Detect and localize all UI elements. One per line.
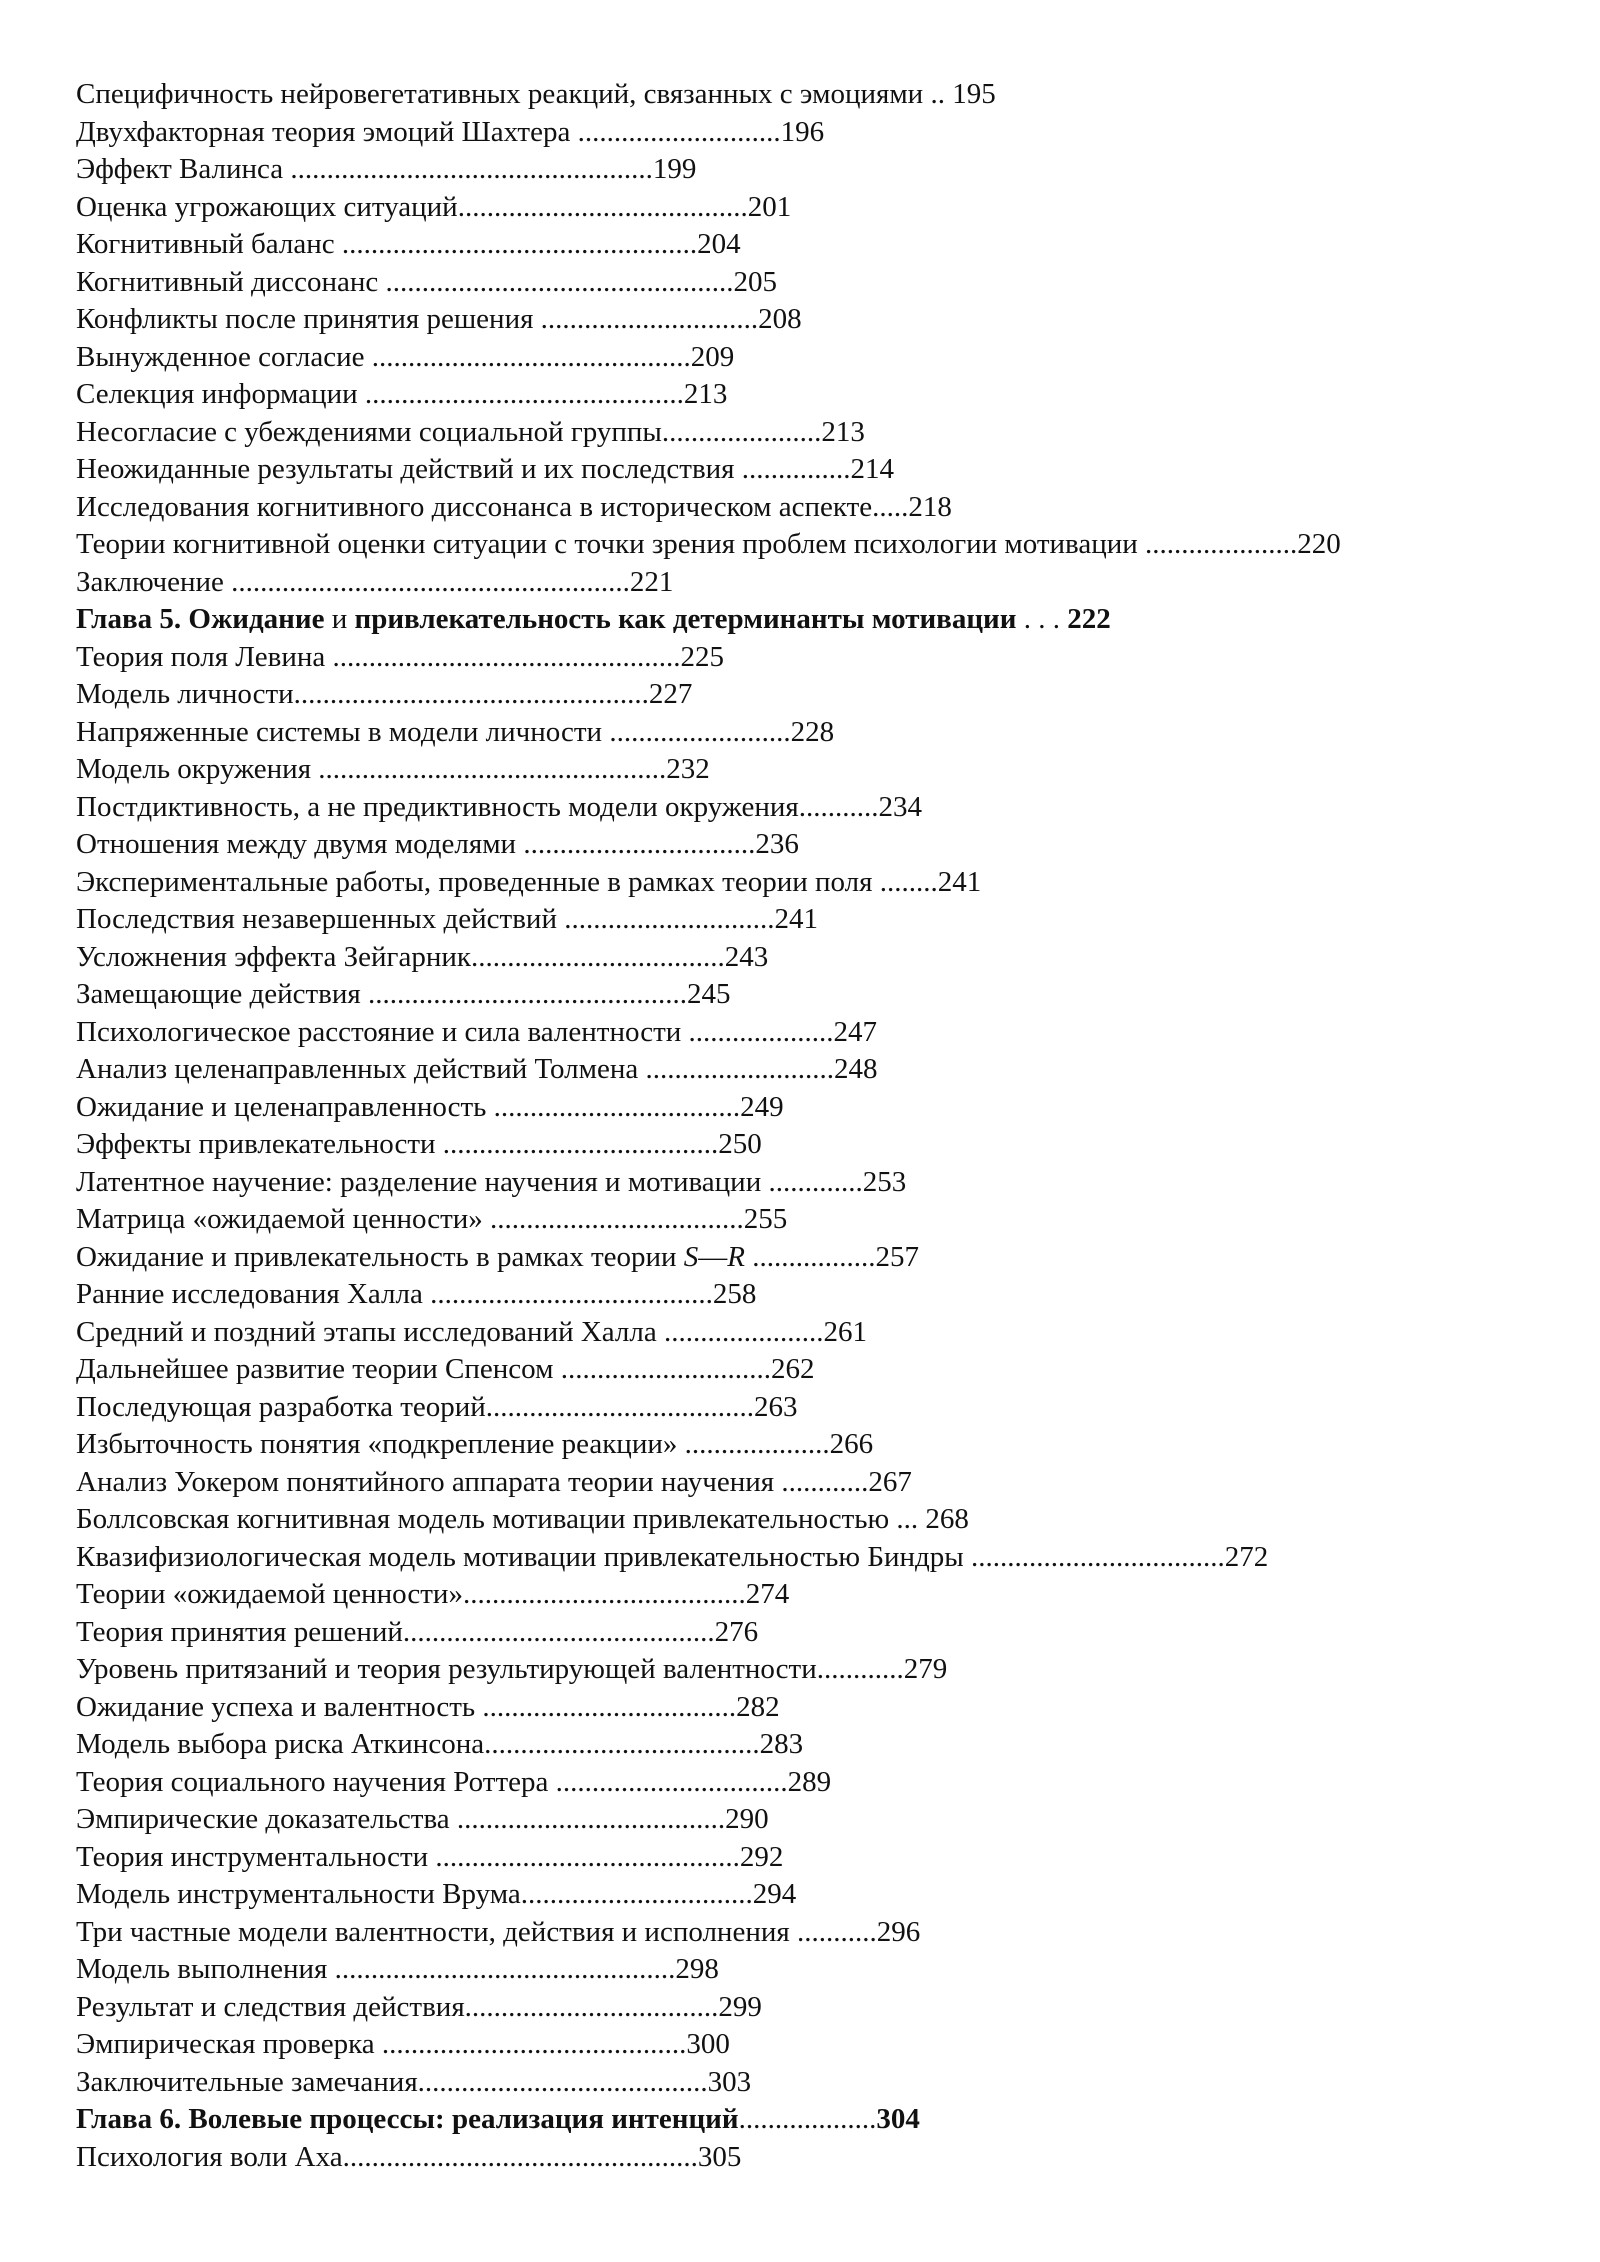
toc-entry: Специфичность нейровегетативных реакций, связанных с эмоциями .. 195 <box>76 78 996 110</box>
toc-entry: Напряженные системы в модели личности .........................228 <box>76 715 835 748</box>
toc-entry: Боллсовская когнитивная модель мотивации привлекательностью ... 268 <box>76 1503 969 1535</box>
toc-entry: Модель инструментальности Врума................................294 <box>76 1878 797 1910</box>
toc-entry: Три частные модели валентности, действия и исполнения ...........296 <box>76 1915 921 1948</box>
toc-entry: Постдиктивность, а не предиктивность модели окружения...........234 <box>76 790 922 823</box>
toc-entry-text: Ожидание и привлекательность в рамках теории <box>76 1240 684 1273</box>
toc-entry: Когнитивный диссонанс ................................................205 <box>76 265 778 298</box>
toc-entry: Эффекты привлекательности ......................................250 <box>76 1128 762 1160</box>
chapter-heading <box>76 2101 1556 2139</box>
toc-entry: Заключительные замечания........................................303 <box>76 2065 752 2098</box>
toc-entry: Усложнения эффекта Зейгарник...................................243 <box>76 940 769 973</box>
toc-entry: Модель выбора риска Аткинсона......................................283 <box>76 1728 804 1760</box>
formula-r: R <box>727 1240 746 1273</box>
toc-entry: Средний и поздний этапы исследований Халла ......................261 <box>76 1315 868 1348</box>
toc-entry: Селекция информации ............................................213 <box>76 378 728 410</box>
toc-entry: Дальнейшее развитие теории Спенсом .............................262 <box>76 1353 815 1385</box>
toc-entry: Исследования когнитивного диссонанса в историческом аспекте.....218 <box>76 490 952 523</box>
toc-entry: Последствия незавершенных действий .............................241 <box>76 903 818 935</box>
chapter-title-part: Глава 6. Волевые процессы: реализация интенций <box>76 2103 739 2135</box>
toc-entry: Когнитивный баланс .................................................204 <box>76 228 741 260</box>
toc-entry: Эмпирические доказательства .....................................290 <box>76 1803 769 1835</box>
toc-entry: Последующая разработка теорий.....................................263 <box>76 1390 798 1423</box>
chapter-title-joiner: и <box>324 603 355 635</box>
toc-leader: . . . <box>1016 603 1068 635</box>
toc-entry: Анализ целенаправленных действий Толмена ..........................248 <box>76 1053 878 1085</box>
toc-entry: Вынужденное согласие ............................................209 <box>76 340 735 373</box>
chapter-heading <box>76 601 1556 639</box>
page-number: 222 <box>1067 603 1111 635</box>
toc-entry: Психологическое расстояние и сила валентности ....................247 <box>76 1015 878 1048</box>
toc-entry: Анализ Уокером понятийного аппарата теории научения ............267 <box>76 1465 912 1498</box>
toc-entry: Результат и следствия действия...................................299 <box>76 1990 762 2023</box>
toc-entry: Эмпирическая проверка ..........................................300 <box>76 2028 730 2060</box>
toc-entry: Заключение .......................................................221 <box>76 565 674 598</box>
toc-entry: Модель личности.................................................227 <box>76 678 693 710</box>
toc-entry: Психология воли Аха.................................................305 <box>76 2140 742 2173</box>
toc-entry: Уровень притязаний и теория результирующей валентности............279 <box>76 1653 948 1685</box>
toc-entry: Теория поля Левина ................................................225 <box>76 640 724 673</box>
toc-entry: Отношения между двумя моделями ................................236 <box>76 828 799 860</box>
toc-entry: Избыточность понятия «подкрепление реакции» ....................266 <box>76 1428 874 1460</box>
toc-entry: Матрица «ожидаемой ценности» ...................................255 <box>76 1203 788 1235</box>
toc-entry: Квазифизиологическая модель мотивации привлекательностью Биндры ...................................272 <box>76 1540 1269 1573</box>
chapter-title-part: привлекательность как детерминанты мотивации <box>354 603 1017 635</box>
toc-entry: Латентное научение: разделение научения и мотивации .............253 <box>76 1165 907 1198</box>
toc-entry: Экспериментальные работы, проведенные в рамках теории поля ........241 <box>76 865 982 898</box>
toc-entry: Теория принятия решений...........................................276 <box>76 1615 759 1648</box>
table-of-contents <box>76 76 1556 2176</box>
toc-entry: Модель выполнения ...............................................298 <box>76 1953 719 1985</box>
formula-s: S <box>683 1240 699 1273</box>
toc-entry: Оценка угрожающих ситуаций........................................201 <box>76 190 792 223</box>
toc-entry: Теории «ожидаемой ценности».......................................274 <box>76 1578 790 1610</box>
toc-entry: Ожидание и целенаправленность ..................................249 <box>76 1090 784 1123</box>
toc-entry: Замещающие действия ............................................245 <box>76 978 731 1010</box>
chapter-title-part: Глава 5. Ожидание <box>76 603 325 635</box>
toc-entry: Несогласие с убеждениями социальной группы......................213 <box>76 415 865 448</box>
toc-entry: Теория социального научения Роттера ................................289 <box>76 1765 832 1798</box>
formula-dash: — <box>698 1240 728 1273</box>
toc-entry: Ранние исследования Халла .......................................258 <box>76 1278 757 1310</box>
toc-entry: Модель окружения ................................................232 <box>76 753 710 785</box>
toc-leader: ................... <box>738 2103 877 2135</box>
toc-entry: Эффект Валинса ..................................................199 <box>76 153 697 185</box>
toc-entry: Теория инструментальности ..........................................292 <box>76 1840 784 1873</box>
page-number: 304 <box>876 2103 920 2135</box>
toc-entry: Двухфакторная теория эмоций Шахтера ............................196 <box>76 115 825 148</box>
toc-entry: Теории когнитивной оценки ситуации с точки зрения проблем психологии мотивации .....................220 <box>76 528 1341 560</box>
toc-entry: Конфликты после принятия решения ..............................208 <box>76 303 802 335</box>
toc-entry-leader-page: .................257 <box>745 1240 920 1273</box>
toc-entry <box>76 1239 1556 1277</box>
toc-entry: Ожидание успеха и валентность ...................................282 <box>76 1690 780 1723</box>
toc-entry: Неожиданные результаты действий и их последствия ...............214 <box>76 453 895 485</box>
